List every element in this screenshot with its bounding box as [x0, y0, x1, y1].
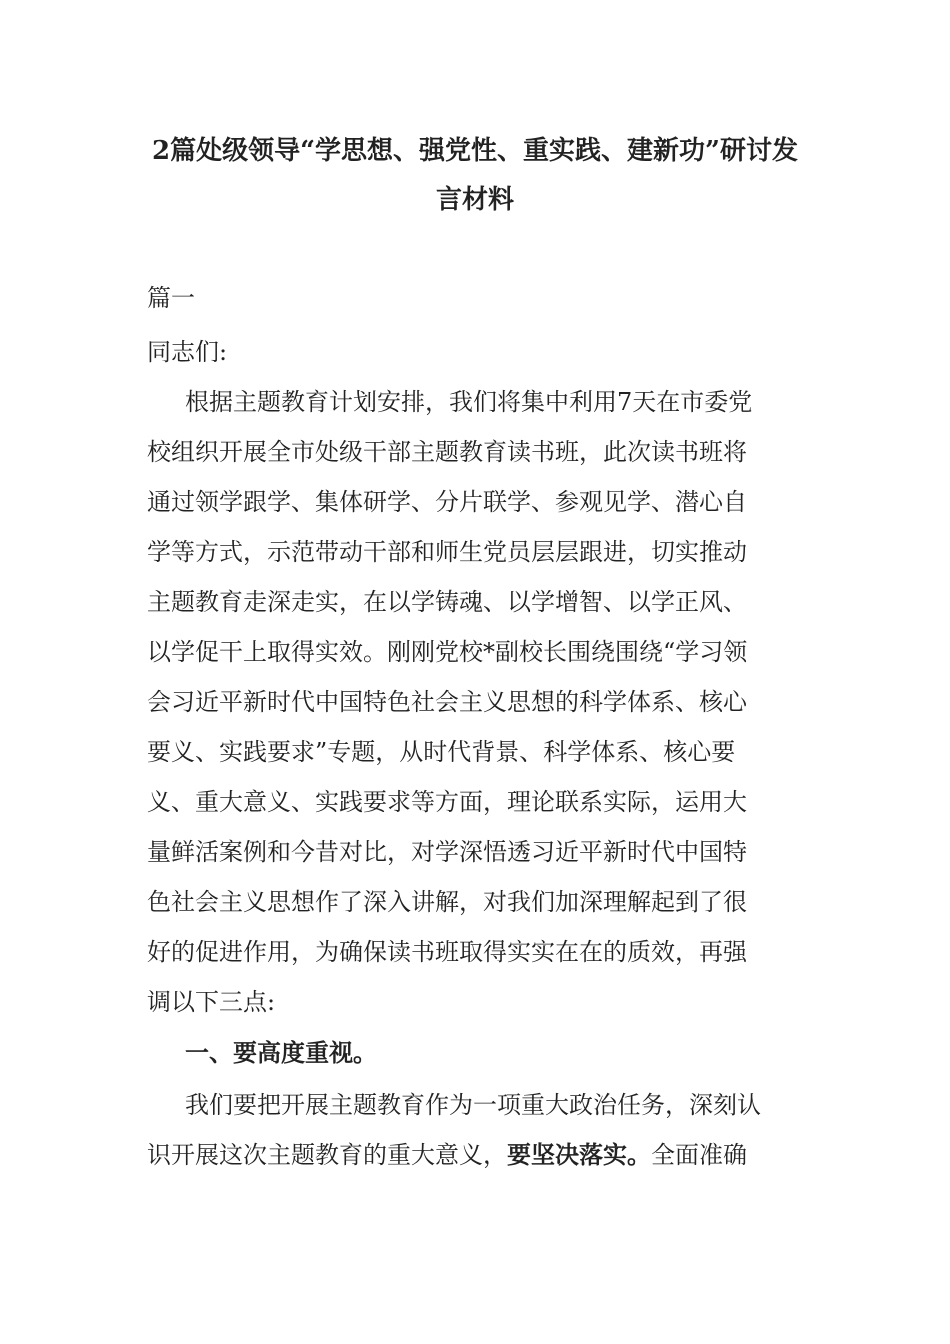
- paragraph-2-line-2: [147, 1140, 747, 1169]
- document-title-line-1: 2篇处级领导“学思想、强党性、重实践、建新功”研讨发: [151, 136, 798, 166]
- paragraph-1-line-4: 学等方式，示范带动干部和师生党员层层跟进，切实推动: [147, 538, 747, 566]
- paragraph-2-line-2-tail: 全面准确: [651, 1141, 747, 1169]
- paragraph-1-line-3: 通过领学跟学、集体研学、分片联学、参观见学、潜心自: [147, 488, 747, 516]
- paragraph-1-line-12: 好的促进作用，为确保读书班取得实实在在的质效，再强: [147, 938, 747, 966]
- paragraph-1-line-8: 要义、实践要求”专题，从时代背景、科学体系、核心要: [147, 738, 736, 766]
- paragraph-1-line-1: 根据主题教育计划安排，我们将集中利用7天在市委党: [185, 388, 753, 416]
- paragraph-1-line-5: 主题教育走深走实，在以学铸魂、以学增智、以学正风、: [147, 588, 747, 616]
- paragraph-2-line-2-plain: 识开展这次主题教育的重大意义，: [147, 1141, 507, 1169]
- paragraph-1-line-9: 义、重大意义、实践要求等方面，理论联系实际，运用大: [147, 788, 747, 816]
- paragraph-2-line-2-emphasis: 要坚决落实。: [507, 1140, 651, 1169]
- section-label: 篇一: [147, 284, 195, 312]
- paragraph-2-line-1: 我们要把开展主题教育作为一项重大政治任务，深刻认: [185, 1091, 761, 1119]
- paragraph-1-line-2: 校组织开展全市处级干部主题教育读书班，此次读书班将: [147, 438, 747, 466]
- heading-1: 一、要高度重视。: [185, 1038, 377, 1067]
- paragraph-1-line-7: 会习近平新时代中国特色社会主义思想的科学体系、核心: [147, 688, 747, 716]
- salutation: 同志们:: [147, 338, 228, 366]
- paragraph-1-line-13: 调以下三点:: [147, 988, 276, 1016]
- paragraph-1-line-6: 以学促干上取得实效。刚刚党校*副校长围绕围绕“学习领: [147, 638, 748, 666]
- paragraph-1-line-11: 色社会主义思想作了深入讲解，对我们加深理解起到了很: [147, 888, 747, 916]
- paragraph-1-line-10: 量鲜活案例和今昔对比，对学深悟透习近平新时代中国特: [147, 838, 747, 866]
- document-title-line-2: 言材料: [435, 185, 514, 215]
